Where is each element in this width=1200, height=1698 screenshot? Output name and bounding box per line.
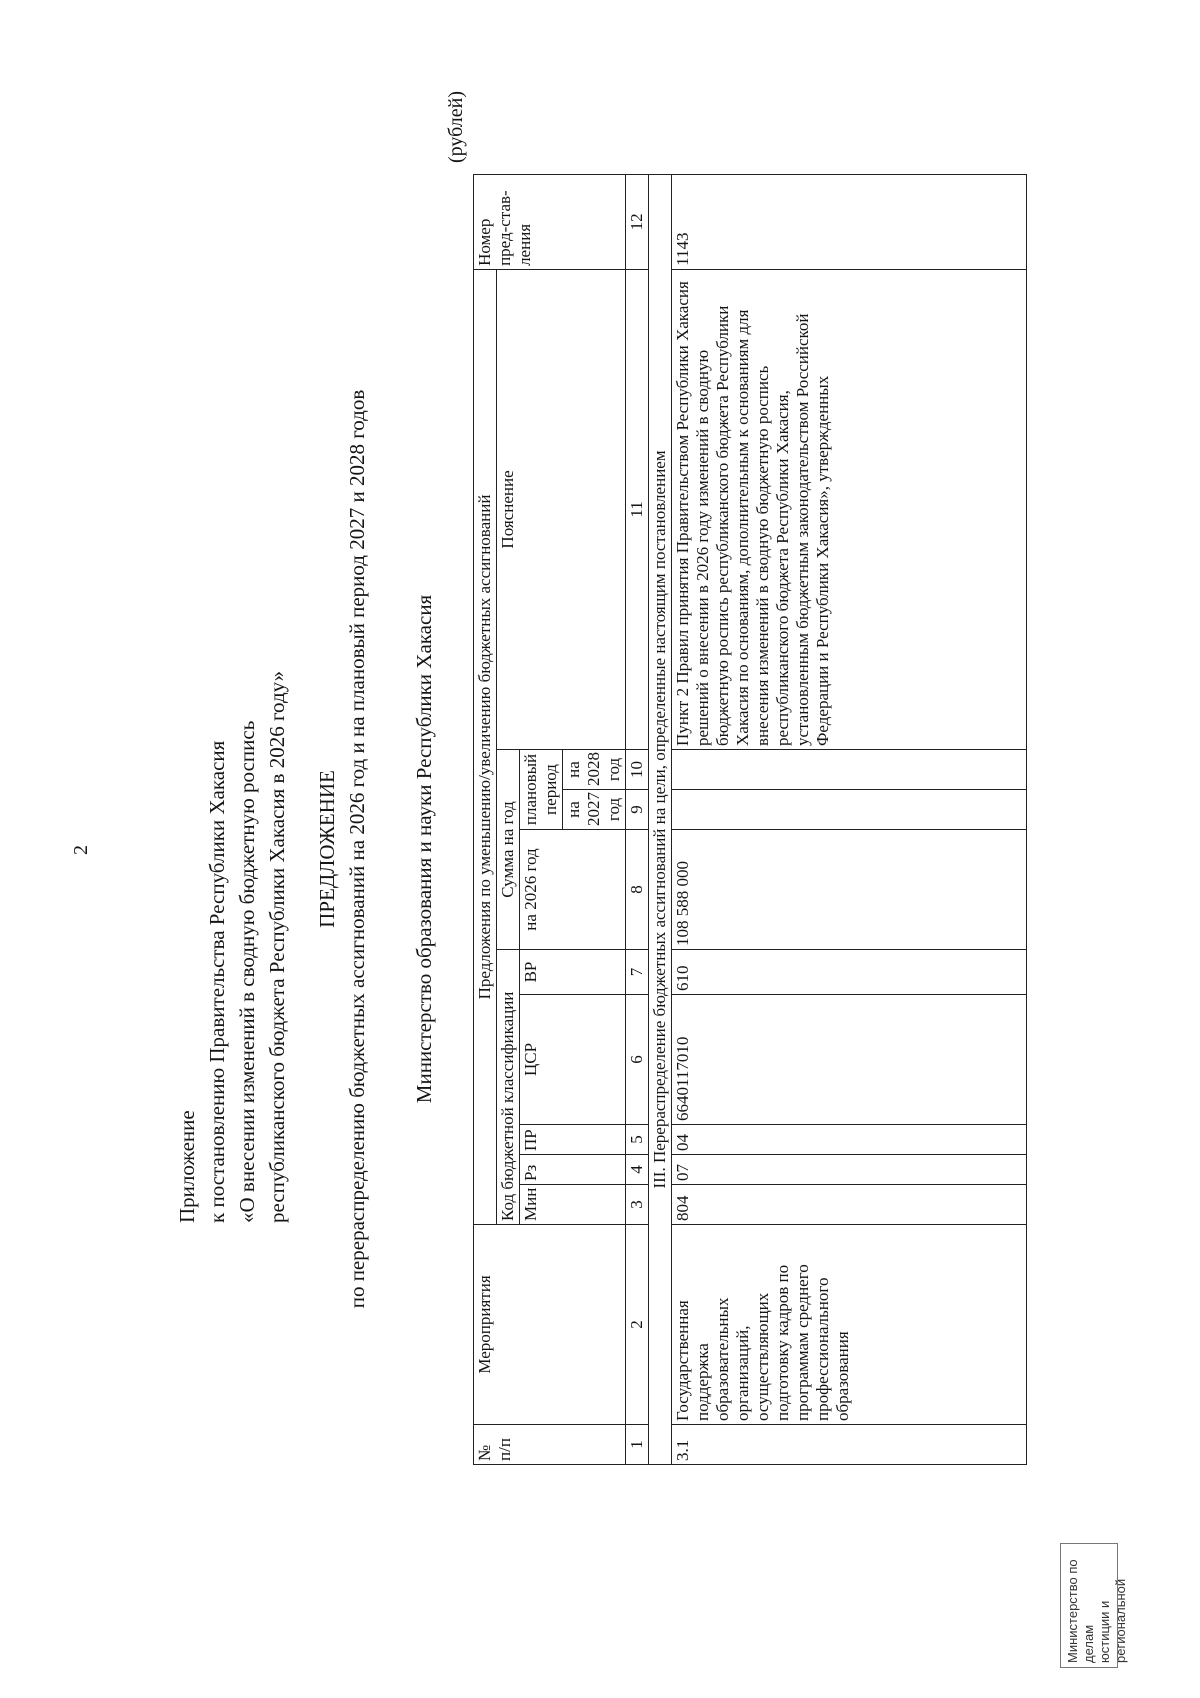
col-number: 5 <box>626 1125 649 1155</box>
row-sum-2028 <box>672 750 1027 790</box>
row-vr: 610 <box>672 950 1027 995</box>
header-code: Код бюджетной классификации <box>497 950 520 1225</box>
appendix-line-4: республиканского бюджета Республики Хакасия в 2026 году» <box>265 670 289 1223</box>
header-2026: на 2026 год <box>520 830 626 950</box>
title-line-1: ПРЕДЛОЖЕНИЕ <box>315 770 339 928</box>
appendix-header <box>172 223 292 1223</box>
header-vr: ВР <box>520 950 626 995</box>
appendix-line-1: Приложение <box>175 1110 199 1223</box>
stamp-line-2: юстиции и региональной <box>1097 1578 1128 1663</box>
row-sum-2026: 108 588 000 <box>672 830 1027 950</box>
row-activity: Государственная поддержка образовательных организаций, осуществляющих подготовку кадров по программам среднего профессионального образования <box>672 1225 1027 1425</box>
section-title: III. Перераспределение бюджетных ассигнований на цели, определенные настоящим постановлением <box>649 174 672 1464</box>
table-row <box>672 174 1027 1464</box>
col-number: 9 <box>626 790 649 830</box>
header-activity: Мероприятия <box>474 1225 626 1425</box>
title-line-2: по перераспределению бюджетных ассигнований на 2026 год и на плановый период 2027 и 2028 годов <box>345 389 369 1309</box>
section-row <box>649 174 672 1464</box>
document-title <box>312 0 372 1698</box>
header-proposals: Предложения по уменьшению/увеличению бюджетных ассигнований <box>474 269 497 1224</box>
stamp-line-1: Министерство по делам <box>1065 1559 1096 1663</box>
col-number: 1 <box>626 1425 649 1465</box>
row-csr: 6640117010 <box>672 995 1027 1125</box>
header-sum: Сумма на год <box>497 750 520 950</box>
header-pr: ПР <box>520 1125 626 1155</box>
ministry-name: Министерство образования и науки Республики Хакасия <box>412 594 436 1104</box>
header-explanation: Пояснение <box>497 269 626 749</box>
col-number: 11 <box>626 269 649 749</box>
header-no: № п/п <box>474 1425 626 1465</box>
col-number: 8 <box>626 830 649 950</box>
row-no: 3.1 <box>672 1425 1027 1465</box>
row-rz: 07 <box>672 1155 1027 1185</box>
col-number: 6 <box>626 995 649 1125</box>
header-2028: на 2028 год <box>563 750 626 790</box>
row-pr: 04 <box>672 1125 1027 1155</box>
units-label: (рублей) <box>445 90 467 163</box>
col-number: 4 <box>626 1155 649 1185</box>
col-number: 3 <box>626 1185 649 1225</box>
header-csr: ЦСР <box>520 995 626 1125</box>
row-min: 804 <box>672 1185 1027 1225</box>
reallocation-table <box>473 174 1027 1465</box>
appendix-line-3: «О внесении изменений в сводную бюджетную роспись <box>235 720 259 1223</box>
page-number: 2 <box>70 845 92 855</box>
col-number: 10 <box>626 750 649 790</box>
row-sum-2027 <box>672 790 1027 830</box>
col-number: 7 <box>626 950 649 995</box>
col-number: 12 <box>626 174 649 269</box>
header-rz: Рз <box>520 1155 626 1185</box>
header-planned: плановый период <box>520 750 563 830</box>
header-min: Мин <box>520 1185 626 1225</box>
row-rep-no: 1143 <box>672 174 1027 269</box>
registration-stamp <box>1060 1543 1128 1668</box>
row-explanation: Пункт 2 Правил принятия Правительством Республики Хакасия решений о внесении в 2026 году изменений в сводную бюджетную роспись республиканского бюджета Республики Хакасия по основаниям, дополнительным к основаниям для внесения изменений в сводную бюджетную роспись республиканского бюджета Республики Хакасия, установленным бюджетным законодательством Российской Федерации и Республики Хакасия», утвержденных <box>672 269 1027 749</box>
column-number-row <box>626 174 649 1464</box>
header-rep-no: Номер пред-став-ления <box>474 174 626 269</box>
col-number: 2 <box>626 1225 649 1425</box>
appendix-line-2: к постановлению Правительства Республики Хакасия <box>205 740 229 1223</box>
header-row-1 <box>474 174 497 1464</box>
header-2027: на 2027 год <box>563 790 626 830</box>
